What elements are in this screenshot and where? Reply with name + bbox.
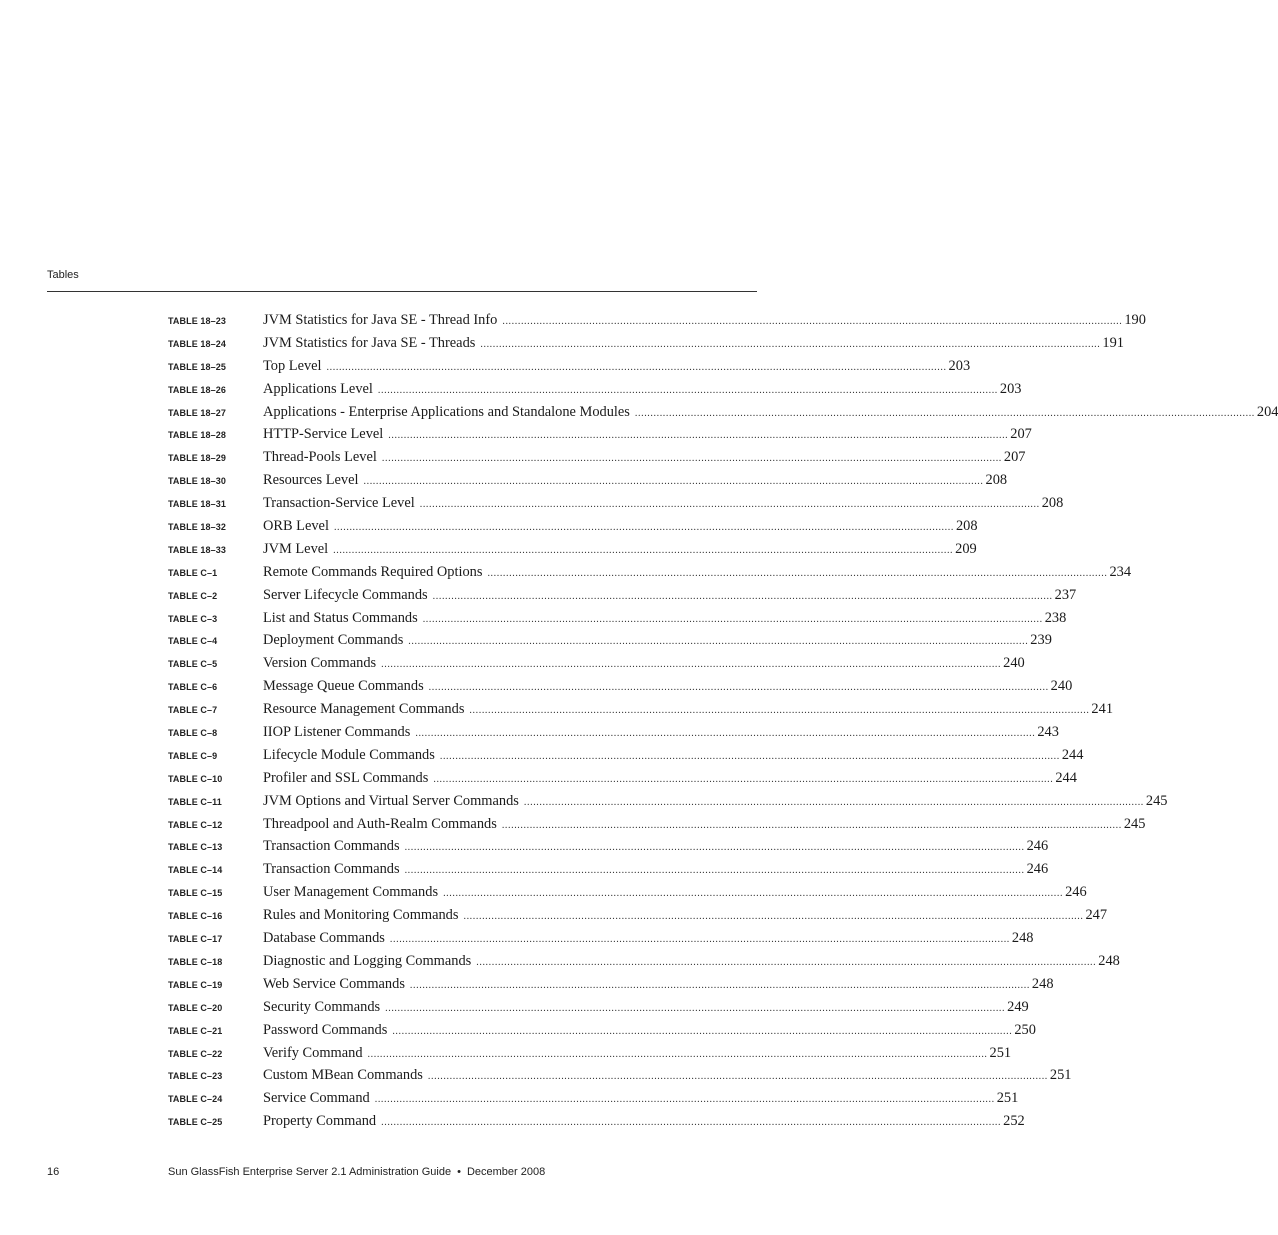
table-title[interactable]: Thread-Pools Level: [263, 449, 377, 466]
footer-separator: •: [457, 1166, 461, 1178]
dot-leader: ........................................................................................................................................................................................................: [333, 522, 954, 534]
toc-entry[interactable]: [168, 380, 1022, 404]
toc-entry[interactable]: [168, 1021, 1036, 1045]
table-label: TABLE C–3: [168, 613, 218, 624]
table-label: TABLE 18–27: [168, 407, 226, 418]
page-reference[interactable]: 244: [1061, 746, 1084, 763]
table-label: TABLE 18–24: [168, 338, 226, 349]
page-reference[interactable]: 208: [985, 472, 1008, 489]
dot-leader: ........................................................................................................................................................................................................: [422, 613, 1043, 625]
table-label: TABLE C–1: [168, 567, 218, 578]
table-label: TABLE C–23: [168, 1071, 223, 1082]
table-title[interactable]: HTTP-Service Level: [263, 426, 384, 443]
table-title[interactable]: Version Commands: [263, 655, 377, 672]
table-label: TABLE 18–23: [168, 316, 226, 326]
table-title[interactable]: Lifecycle Module Commands: [263, 746, 435, 763]
table-title[interactable]: Diagnostic and Logging Commands: [263, 952, 472, 969]
page-reference[interactable]: 237: [1054, 586, 1077, 603]
table-title[interactable]: Transaction Commands: [263, 838, 400, 855]
table-label: TABLE C–6: [168, 682, 218, 693]
toc-entry[interactable]: [168, 586, 1077, 610]
table-title[interactable]: User Management Commands: [263, 884, 439, 901]
table-label: TABLE C–5: [168, 659, 218, 670]
table-title[interactable]: JVM Statistics for Java SE - Threads: [263, 334, 476, 351]
toc-entry[interactable]: [168, 998, 1029, 1022]
table-title[interactable]: Transaction Commands: [263, 861, 400, 878]
toc-entry[interactable]: [168, 907, 1108, 930]
table-title[interactable]: IIOP Listener Commands: [263, 724, 411, 741]
publication-date: December 2008: [466, 1166, 546, 1178]
toc-entry[interactable]: [168, 769, 1077, 793]
table-title[interactable]: Resources Level: [263, 472, 359, 489]
toc-entry[interactable]: [168, 952, 1120, 976]
toc-entry[interactable]: [168, 1113, 1025, 1136]
table-label: TABLE C–14: [168, 865, 223, 876]
list-of-tables: [168, 312, 1278, 1136]
dot-leader: ........................................................................................................................................................................................................: [634, 407, 1255, 419]
dot-leader: ........................................................................................................................................................................................................: [433, 773, 1054, 785]
table-label: TABLE C–17: [168, 934, 223, 945]
table-label: TABLE C–22: [168, 1048, 223, 1059]
table-title[interactable]: Service Command: [263, 1090, 370, 1107]
toc-entry[interactable]: [168, 609, 1067, 633]
table-label: TABLE 18–33: [168, 544, 226, 555]
table-title[interactable]: Deployment Commands: [263, 632, 404, 649]
table-label: TABLE 18–30: [168, 476, 226, 487]
table-label: TABLE C–7: [168, 705, 218, 716]
toc-entry[interactable]: [168, 930, 1034, 953]
table-label: TABLE 18–26: [168, 384, 226, 395]
dot-leader: ........................................................................................................................................................................................................: [389, 934, 1010, 946]
table-title[interactable]: Applications - Enterprise Applications and Standalone Modules: [263, 403, 630, 420]
table-label: TABLE C–12: [168, 819, 223, 830]
table-label: TABLE C–18: [168, 956, 223, 967]
dot-leader: ........................................................................................................................................................................................................: [463, 911, 1084, 923]
dot-leader: ........................................................................................................................................................................................................: [419, 499, 1040, 511]
dot-leader: ........................................................................................................................................................................................................: [427, 1071, 1048, 1083]
toc-entry[interactable]: [168, 1044, 1012, 1068]
page-reference[interactable]: 248: [1031, 975, 1054, 992]
dot-leader: ........................................................................................................................................................................................................: [374, 1094, 995, 1106]
toc-entry[interactable]: [168, 472, 1008, 495]
toc-entry[interactable]: [168, 357, 971, 381]
running-footer: [168, 1166, 545, 1178]
toc-entry[interactable]: [168, 449, 1026, 472]
page-reference[interactable]: 239: [1030, 632, 1052, 649]
page-reference[interactable]: 250: [1014, 1021, 1036, 1038]
page-reference[interactable]: 203: [999, 380, 1022, 397]
page-reference[interactable]: 190: [1124, 312, 1146, 328]
table-title[interactable]: Server Lifecycle Commands: [263, 586, 428, 603]
dot-leader: ........................................................................................................................................................................................................: [381, 453, 1002, 465]
header-rule: [47, 291, 757, 292]
page-reference[interactable]: 204: [1256, 403, 1278, 420]
dot-leader: ........................................................................................................................................................................................................: [392, 1025, 1013, 1037]
table-label: TABLE C–9: [168, 750, 218, 761]
toc-entry[interactable]: [168, 403, 1278, 427]
table-title[interactable]: JVM Options and Virtual Server Commands: [263, 792, 519, 809]
table-label: TABLE C–16: [168, 911, 223, 922]
toc-entry[interactable]: [168, 540, 977, 564]
dot-leader: ........................................................................................................................................................................................................: [381, 1117, 1002, 1129]
toc-entry[interactable]: [168, 724, 1059, 747]
dot-leader: ........................................................................................................................................................................................................: [502, 316, 1123, 327]
table-title[interactable]: Message Queue Commands: [263, 678, 424, 695]
table-label: TABLE C–8: [168, 728, 218, 739]
page-reference[interactable]: 243: [1037, 724, 1059, 741]
toc-entry[interactable]: [168, 861, 1049, 884]
table-title[interactable]: Database Commands: [263, 930, 385, 947]
table-label: TABLE C–19: [168, 979, 223, 990]
table-label: TABLE C–10: [168, 773, 223, 784]
running-header: Tables: [47, 269, 79, 281]
dot-leader: ........................................................................................................................................................................................................: [432, 590, 1053, 602]
page-reference[interactable]: 238: [1044, 609, 1067, 626]
table-title[interactable]: ORB Level: [263, 518, 329, 535]
dot-leader: ........................................................................................................................................................................................................: [367, 1048, 988, 1060]
page-reference[interactable]: 248: [1098, 952, 1120, 969]
toc-entry[interactable]: [168, 815, 1146, 839]
page-reference[interactable]: 247: [1085, 907, 1108, 924]
page-reference[interactable]: 208: [1041, 495, 1064, 512]
page-reference[interactable]: 252: [1003, 1113, 1025, 1130]
dot-leader: ........................................................................................................................................................................................................: [501, 819, 1122, 831]
dot-leader: ........................................................................................................................................................................................................: [408, 636, 1029, 648]
toc-entry[interactable]: [168, 792, 1168, 816]
dot-leader: ........................................................................................................................................................................................................: [415, 728, 1036, 740]
page-reference[interactable]: 245: [1123, 815, 1146, 832]
dot-leader: ........................................................................................................................................................................................................: [388, 430, 1009, 442]
toc-entry[interactable]: [168, 518, 978, 541]
dot-leader: ........................................................................................................................................................................................................: [487, 567, 1108, 579]
page-reference[interactable]: 251: [1049, 1067, 1072, 1084]
page-reference[interactable]: 207: [1010, 426, 1032, 443]
dot-leader: ........................................................................................................................................................................................................: [404, 865, 1025, 877]
toc-entry[interactable]: [168, 746, 1084, 770]
book-title: Sun GlassFish Enterprise Server 2.1 Administration Guide: [168, 1166, 452, 1178]
dot-leader: ........................................................................................................................................................................................................: [439, 750, 1060, 762]
toc-entry[interactable]: [168, 838, 1049, 861]
table-label: TABLE 18–31: [168, 499, 226, 510]
dot-leader: ........................................................................................................................................................................................................: [381, 659, 1002, 671]
table-label: TABLE C–11: [168, 796, 222, 807]
toc-entry[interactable]: [168, 334, 1124, 358]
dot-leader: ........................................................................................................................................................................................................: [469, 705, 1090, 717]
toc-entry[interactable]: [168, 678, 1073, 701]
page-reference[interactable]: 251: [989, 1044, 1012, 1061]
table-title[interactable]: Resource Management Commands: [263, 701, 465, 718]
page-reference[interactable]: 246: [1026, 861, 1049, 878]
table-title[interactable]: JVM Statistics for Java SE - Thread Info: [263, 312, 498, 328]
table-label: TABLE C–24: [168, 1094, 223, 1105]
dot-leader: ........................................................................................................................................................................................................: [326, 361, 947, 373]
toc-entry[interactable]: [168, 426, 1032, 449]
table-title[interactable]: Top Level: [263, 357, 322, 374]
toc-entry[interactable]: [168, 655, 1025, 678]
table-title[interactable]: Threadpool and Auth-Realm Commands: [263, 815, 497, 832]
dot-leader: ........................................................................................................................................................................................................: [333, 544, 954, 556]
page-reference[interactable]: 249: [1007, 998, 1029, 1015]
dot-leader: ........................................................................................................................................................................................................: [409, 979, 1030, 991]
page-reference[interactable]: 251: [996, 1090, 1019, 1107]
toc-entry[interactable]: [168, 563, 1132, 587]
table-label: TABLE C–4: [168, 636, 218, 647]
dot-leader: ........................................................................................................................................................................................................: [476, 956, 1097, 968]
table-label: TABLE C–20: [168, 1002, 223, 1013]
page-reference[interactable]: 191: [1102, 334, 1124, 351]
dot-leader: ........................................................................................................................................................................................................: [443, 888, 1064, 900]
table-title[interactable]: Security Commands: [263, 998, 381, 1015]
table-title[interactable]: Web Service Commands: [263, 975, 405, 992]
page-number: 16: [47, 1166, 60, 1178]
page-reference[interactable]: 209: [955, 540, 977, 557]
toc-entry[interactable]: [168, 975, 1054, 999]
table-title[interactable]: Custom MBean Commands: [263, 1067, 423, 1084]
table-label: TABLE 18–28: [168, 430, 226, 441]
table-title[interactable]: Verify Command: [263, 1044, 363, 1061]
toc-entry[interactable]: [168, 1067, 1072, 1090]
table-label: TABLE C–13: [168, 842, 223, 853]
table-title[interactable]: Transaction-Service Level: [263, 495, 415, 512]
page-reference[interactable]: 240: [1050, 678, 1073, 695]
table-title[interactable]: Applications Level: [263, 380, 373, 397]
dot-leader: ........................................................................................................................................................................................................: [385, 1002, 1006, 1014]
dot-leader: ........................................................................................................................................................................................................: [428, 682, 1049, 694]
page-reference[interactable]: 241: [1091, 701, 1114, 718]
page-reference[interactable]: 246: [1065, 884, 1087, 901]
dot-leader: ........................................................................................................................................................................................................: [404, 842, 1025, 854]
table-title[interactable]: Rules and Monitoring Commands: [263, 907, 459, 924]
toc-entry[interactable]: [168, 884, 1087, 907]
page-reference[interactable]: 240: [1003, 655, 1025, 672]
page-reference[interactable]: 234: [1109, 563, 1132, 580]
table-label: TABLE C–25: [168, 1117, 223, 1128]
table-label: TABLE C–21: [168, 1025, 223, 1036]
table-title[interactable]: JVM Level: [263, 540, 329, 557]
table-title[interactable]: Property Command: [263, 1113, 377, 1130]
page-reference[interactable]: 203: [948, 357, 971, 374]
table-label: TABLE C–2: [168, 590, 218, 601]
toc-entry[interactable]: [168, 1090, 1019, 1113]
toc-entry[interactable]: [168, 495, 1064, 518]
table-title[interactable]: Remote Commands Required Options: [263, 563, 483, 580]
table-label: TABLE C–15: [168, 888, 223, 899]
page-reference[interactable]: 207: [1003, 449, 1026, 466]
page-reference[interactable]: 208: [955, 518, 978, 535]
table-label: TABLE 18–29: [168, 453, 226, 464]
page-reference[interactable]: 246: [1026, 838, 1049, 855]
toc-entry[interactable]: [168, 701, 1114, 724]
table-label: TABLE 18–32: [168, 522, 226, 533]
table-label: TABLE 18–25: [168, 361, 226, 372]
page-reference[interactable]: 245: [1145, 792, 1168, 809]
toc-entry[interactable]: [168, 312, 1146, 335]
page-reference[interactable]: 248: [1011, 930, 1034, 947]
table-title[interactable]: Password Commands: [263, 1021, 388, 1038]
dot-leader: ........................................................................................................................................................................................................: [363, 476, 984, 488]
dot-leader: ........................................................................................................................................................................................................: [523, 796, 1144, 808]
table-title[interactable]: Profiler and SSL Commands: [263, 769, 429, 786]
page-reference[interactable]: 244: [1055, 769, 1077, 786]
dot-leader: ........................................................................................................................................................................................................: [480, 338, 1101, 350]
dot-leader: ........................................................................................................................................................................................................: [377, 384, 998, 396]
toc-entry[interactable]: [168, 632, 1052, 655]
table-title[interactable]: List and Status Commands: [263, 609, 418, 626]
